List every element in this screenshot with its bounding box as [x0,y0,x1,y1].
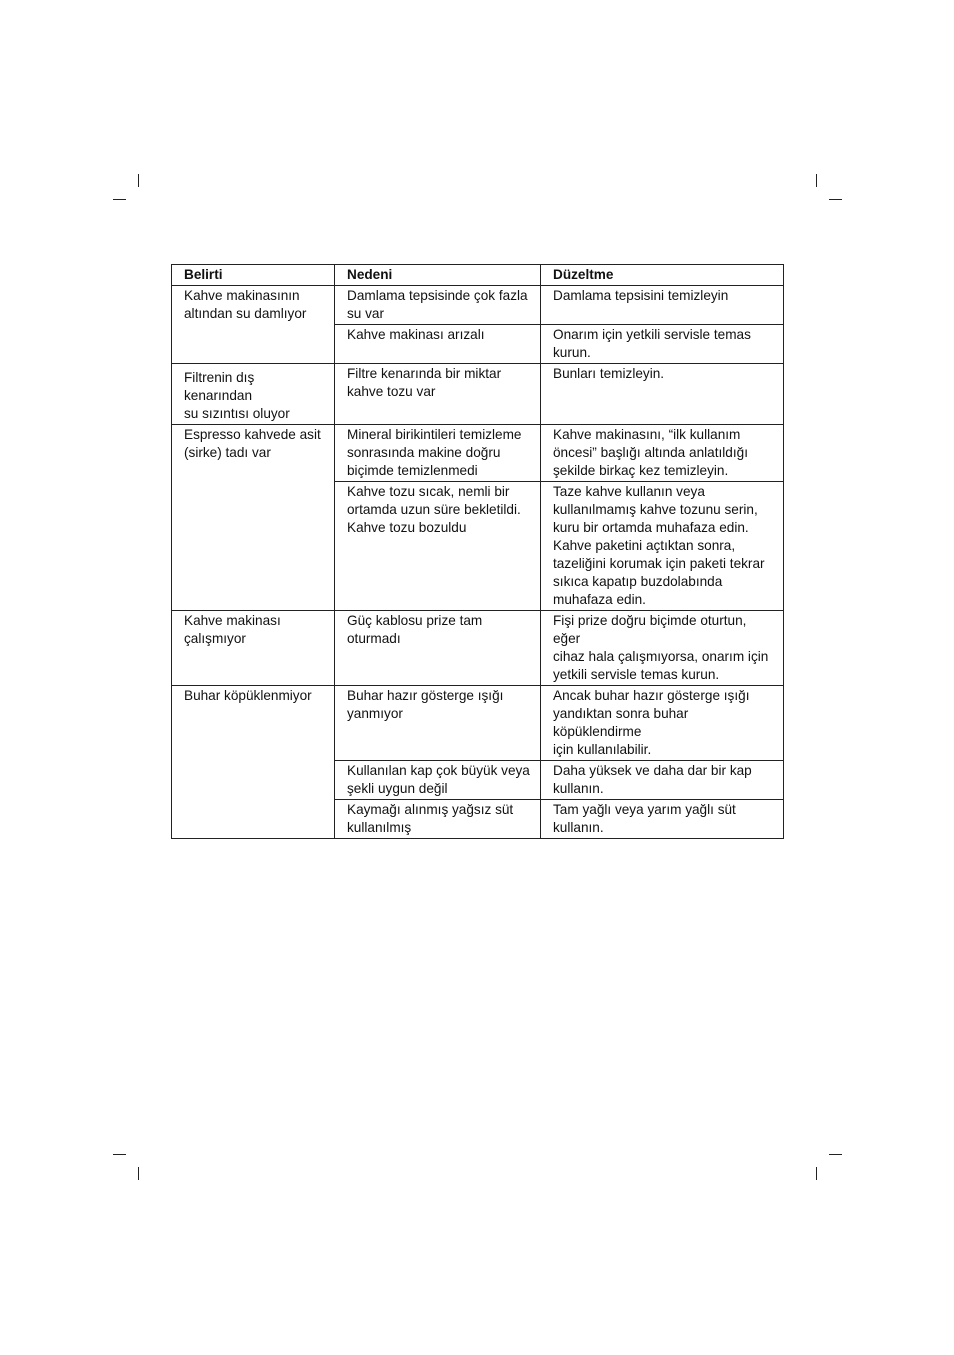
header-cause: Nedeni [335,265,541,286]
fix-cell: Daha yüksek ve daha dar bir kap kullanın. [541,761,784,800]
symptom-cell: Filtrenin dış kenarından su sızıntısı oluyor [172,364,335,425]
table-row [172,286,784,325]
crop-mark-bottom-left-vertical [138,1167,139,1180]
cause-cell: Buhar hazır gösterge ışığı yanmıyor [335,686,541,761]
fix-cell: Ancak buhar hazır gösterge ışığı yandıktan sonra buhar köpüklendirme için kullanılabilir. [541,686,784,761]
crop-mark-top-right-vertical [816,174,817,187]
crop-mark-top-right-horizontal [829,199,842,200]
fix-cell: Onarım için yetkili servisle temas kurun. [541,325,784,364]
fix-cell: Taze kahve kullanın veya kullanılmamış kahve tozunu serin, kuru bir ortamda muhafaza edin. Kahve paketini açtıktan sonra, tazeliğini korumak için paketi tekrar sıkıca kapatıp buzdolabında muhafaza edin. [541,482,784,611]
cause-cell: Kahve makinası arızalı [335,325,541,364]
cause-cell: Kahve tozu sıcak, nemli bir ortamda uzun süre bekletildi. Kahve tozu bozuldu [335,482,541,611]
symptom-cell: Kahve makinası çalışmıyor [172,611,335,686]
table-header-row [172,265,784,286]
fix-cell: Tam yağlı veya yarım yağlı süt kullanın. [541,800,784,839]
fix-cell: Kahve makinasını, “ilk kullanım öncesi” başlığı altında anlatıldığı şekilde birkaç kez temizleyin. [541,425,784,482]
crop-mark-bottom-right-horizontal [829,1154,842,1155]
symptom-cell: Buhar köpüklenmiyor [172,686,335,839]
fix-cell: Fişi prize doğru biçimde oturtun, eğer cihaz hala çalışmıyorsa, onarım için yetkili servisle temas kurun. [541,611,784,686]
crop-mark-bottom-right-vertical [816,1167,817,1180]
troubleshooting-table [171,264,784,839]
table-row [172,686,784,761]
header-symptom: Belirti [172,265,335,286]
table-row [172,364,784,425]
cause-cell: Kaymağı alınmış yağsız süt kullanılmış [335,800,541,839]
table-row [172,611,784,686]
symptom-cell: Kahve makinasının altından su damlıyor [172,286,335,364]
cause-cell: Damlama tepsisinde çok fazla su var [335,286,541,325]
crop-mark-bottom-left-horizontal [113,1154,126,1155]
header-fix: Düzeltme [541,265,784,286]
fix-cell: Damlama tepsisini temizleyin [541,286,784,325]
crop-mark-top-left-vertical [138,174,139,187]
crop-mark-top-left-horizontal [113,199,126,200]
symptom-cell: Espresso kahvede asit (sirke) tadı var [172,425,335,611]
cause-cell: Filtre kenarında bir miktar kahve tozu var [335,364,541,425]
cause-cell: Kullanılan kap çok büyük veya şekli uygun değil [335,761,541,800]
cause-cell: Güç kablosu prize tam oturmadı [335,611,541,686]
cause-cell: Mineral birikintileri temizleme sonrasında makine doğru biçimde temizlenmedi [335,425,541,482]
table-row [172,425,784,482]
fix-cell: Bunları temizleyin. [541,364,784,425]
